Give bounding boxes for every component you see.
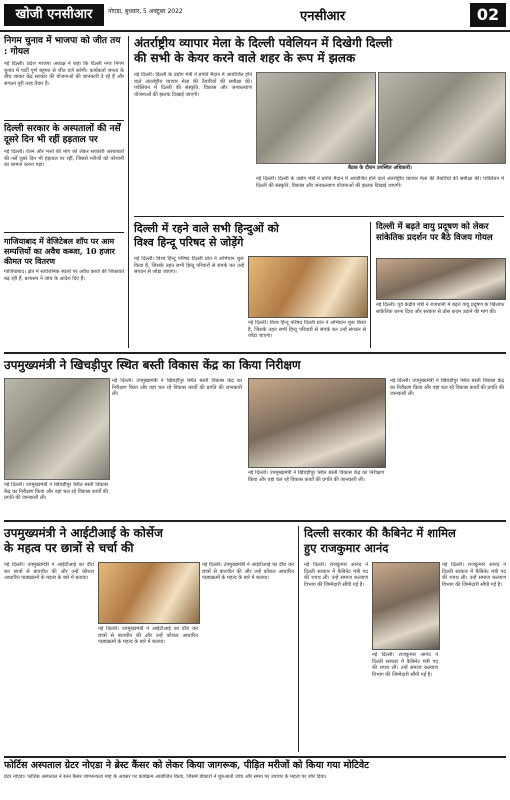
story-body: नई दिल्ली। प्रदेश भाजपा अध्यक्ष ने कहा कि दिल्ली नगर निगम चुनाव में पार्टी पूर्ण बहुमत से जीत दर्ज करेगी। कार्यकर्ता जनता के बीच जाकर केंद्र सरकार की योजनाओं की जानकारी दे रहे हैं और संगठन पूरी तरह तैयार है।: [4, 61, 124, 87]
meeting-photo: [256, 72, 376, 164]
masthead: [0, 0, 510, 32]
protest-photo: [376, 258, 506, 300]
story-headline: दिल्ली सरकार के अस्पतालों की नर्सें दूसरे दिन भी रहीं हड़ताल पर: [4, 124, 121, 145]
story-headline: फोर्टिस अस्पताल ग्रेटर नोएडा ने ब्रेस्ट कैंसर को लेकर किया जागरूक, पीड़ित मरीजों को किया गया मोटिवेट: [4, 760, 369, 771]
story-headline: [304, 526, 506, 556]
left-column: [4, 36, 124, 348]
story-body: ग्रेटर नोएडा। फोर्टिस अस्पताल ने स्तन कैंसर जागरूकता माह के अवसर पर कार्यक्रम आयोजित किया, जिसमें डॉक्टरों ने शुरुआती जांच और समय पर उपचार के महत्व पर जोर दिया।: [4, 774, 327, 780]
inspection-photo: [248, 378, 386, 468]
headline-line: की सभी के केयर करने वाले शहर के रूप में झलक: [134, 51, 356, 65]
story-headline: गाजियाबाद में वेजिटेबल शॉप पर आम सम्पत्तियों का अवैध कब्जा, 10 हजार कीमत पर वितरण: [4, 236, 115, 266]
headline-line: उपमुख्यमंत्री ने आईटीआई के कोर्सेज: [4, 526, 163, 540]
divider: [4, 756, 506, 758]
story-headline: [4, 526, 294, 556]
meeting-photo: [378, 72, 506, 164]
column-divider: [370, 222, 371, 348]
divider: [4, 120, 124, 121]
divider: [4, 520, 506, 522]
column-divider: [128, 36, 129, 348]
story-body-continued: नई दिल्ली। विश्व हिन्दू परिषद दिल्ली प्रांत ने अभियान शुरू किया है, जिसके तहत सभी हिन्दू परिवारों से संपर्क कर उन्हें संगठन से जोड़ा जाएगा।: [248, 320, 366, 339]
story-body-continued: नई दिल्ली। उपमुख्यमंत्री ने खिचड़ीपुर स्थित बस्ती विकास केंद्र का निरीक्षण किया और वहां चल रहे विकास कार्यों की प्रगति की जानकारी ली।: [4, 482, 108, 501]
classroom-photo: [98, 562, 200, 624]
top-story-body: नई दिल्ली। दिल्ली के उद्योग मंत्री ने प्रगति मैदान में आयोजित होने वाले अंतर्राष्ट्रीय व्यापार मेला की तैयारियों की समीक्षा की। पवेलियन में दिल्ली की संस्कृति, विकास और जनकल्याण योजनाओं की झलक दिखाई जाएगी।: [134, 72, 252, 98]
story-body: नई दिल्ली। पूर्व केंद्रीय मंत्री ने राजधानी में बढ़ते वायु प्रदूषण के खिलाफ सांकेतिक धरना दिया और सरकार से ठोस कदम उठाने की मांग की।: [376, 302, 504, 315]
newspaper-logo: खोजी एनसीआर: [4, 4, 104, 26]
story-body: नई दिल्ली। राजकुमार आनंद ने दिल्ली सरकार में कैबिनेट मंत्री पद की शपथ ली। उन्हें समाज कल्याण विभाग की जिम्मेदारी सौंपी गई है।: [304, 562, 368, 588]
headline-line: दिल्ली सरकार की कैबिनेट में शामिल: [304, 526, 456, 540]
headline-line: अंतर्राष्ट्रीय व्यापार मेला के दिल्ली पवेलियन में दिखेगी दिल्ली: [134, 36, 393, 50]
story-body-continued: नई दिल्ली। राजकुमार आनंद ने दिल्ली सरकार में कैबिनेट मंत्री पद की शपथ ली। उन्हें समाज कल्याण विभाग की जिम्मेदारी सौंपी गई है।: [442, 562, 506, 588]
story-headline: निगम चुनाव में भाजपा को जीत तय : गोयल: [4, 36, 121, 57]
story-body-continued: नई दिल्ली। राजकुमार आनंद ने दिल्ली सरकार में कैबिनेट मंत्री पद की शपथ ली। उन्हें समाज कल्याण विभाग की जिम्मेदारी सौंपी गई है।: [372, 652, 438, 678]
divider: [4, 232, 124, 233]
top-story-headline: [134, 36, 504, 66]
story-body: नई दिल्ली। विश्व हिन्दू परिषद दिल्ली प्रांत ने अभियान शुरू किया है, जिसके तहत सभी हिन्दू परिवारों से संपर्क कर उन्हें संगठन से जोड़ा जाएगा।: [134, 256, 244, 275]
headline-line: दिल्ली में रहने वाले सभी हिन्दुओं को: [134, 222, 279, 235]
minister-portrait: [372, 562, 440, 650]
divider: [134, 216, 504, 217]
story-body: नई दिल्ली। वेतन और भत्तों की मांग को लेकर सरकारी अस्पतालों की नर्सें दूसरे दिन भी हड़ताल पर रहीं, जिससे मरीजों को परेशानी का सामना करना पड़ा।: [4, 149, 124, 168]
photo-caption: बैठक के दौरान उपस्थित अधिकारी।: [348, 165, 412, 171]
divider: [4, 352, 506, 354]
story-body-continued: नई दिल्ली। उपमुख्यमंत्री ने खिचड़ीपुर स्थित बस्ती विकास केंद्र का निरीक्षण किया और वहां चल रहे विकास कार्यों की प्रगति की जानकारी ली।: [390, 378, 504, 397]
story-body-continued: नई दिल्ली। उपमुख्यमंत्री ने आईटीआई का दौरा कर छात्रों से बातचीत की और उन्हें कौशल आधारित पाठ्यक्रमों के महत्व के बारे में बताया।: [202, 562, 294, 581]
dateline: नोएडा, बुधवार, 5 अक्टूबर 2022: [108, 8, 183, 15]
story-body: नई दिल्ली। उपमुख्यमंत्री ने खिचड़ीपुर स्थित बस्ती विकास केंद्र का निरीक्षण किया और वहां चल रहे विकास कार्यों की प्रगति की जानकारी ली।: [112, 378, 242, 397]
section-title: एनसीआर: [300, 9, 346, 24]
story-body: नई दिल्ली। उपमुख्यमंत्री ने आईटीआई का दौरा कर छात्रों से बातचीत की और उन्हें कौशल आधारित पाठ्यक्रमों के महत्व के बारे में बताया।: [4, 562, 94, 581]
top-story-body-continued: नई दिल्ली। दिल्ली के उद्योग मंत्री ने प्रगति मैदान में आयोजित होने वाले अंतर्राष्ट्रीय व्यापार मेला की तैयारियों की समीक्षा की। पवेलियन में दिल्ली की संस्कृति, विकास और जनकल्याण योजनाओं की झलक दिखाई जाएगी।: [256, 176, 504, 189]
inspection-photo: [4, 378, 110, 480]
column-divider: [298, 526, 299, 752]
headline-line: हुए राजकुमार आनंद: [304, 541, 389, 555]
story-headline: दिल्ली में बढ़ते वायु प्रदूषण को लेकर सांकेतिक प्रदर्शन पर बैठे विजय गोयल: [376, 222, 493, 243]
story-body-continued: नई दिल्ली। उपमुख्यमंत्री ने खिचड़ीपुर स्थित बस्ती विकास केंद्र का निरीक्षण किया और वहां चल रहे विकास कार्यों की प्रगति की जानकारी ली।: [248, 470, 384, 483]
event-photo: [248, 256, 368, 318]
page-number: 02: [470, 3, 506, 27]
story-body: गाजियाबाद। क्षेत्र में सार्वजनिक स्थलों पर अवैध कब्जे की शिकायतें बढ़ रही हैं, प्रशासन ने जांच के आदेश दिए हैं।: [4, 269, 124, 282]
headline-line: के महत्व पर छात्रों से चर्चा की: [4, 541, 134, 555]
story-body-continued: नई दिल्ली। उपमुख्यमंत्री ने आईटीआई का दौरा कर छात्रों से बातचीत की और उन्हें कौशल आधारित पाठ्यक्रमों के महत्व के बारे में बताया।: [98, 626, 198, 645]
story-headline: [134, 222, 366, 250]
headline-line: विश्व हिन्दू परिषद से जोड़ेंगे: [134, 236, 244, 249]
story-headline: उपमुख्यमंत्री ने खिचड़ीपुर स्थित बस्ती विकास केंद्र का किया निरीक्षण: [4, 358, 301, 372]
